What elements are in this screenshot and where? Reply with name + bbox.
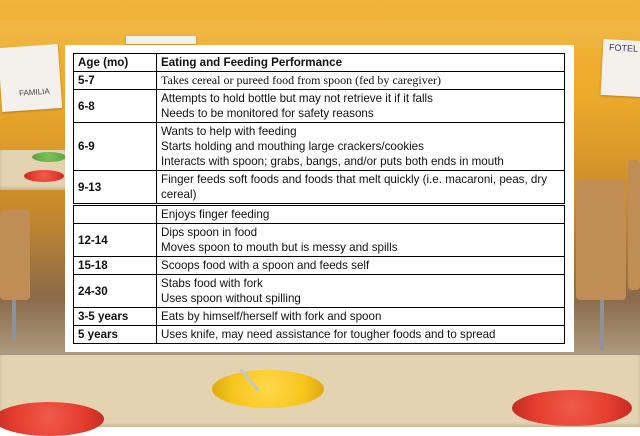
- performance-line: Interacts with spoon; grabs, bangs, and/or puts both ends in mouth: [161, 155, 504, 168]
- red-plate-left: [24, 170, 64, 182]
- performance-cell: [157, 224, 565, 257]
- table-row: [74, 72, 565, 90]
- performance-line: Eats by himself/herself with fork and spoon: [161, 310, 382, 323]
- performance-cell: [157, 90, 565, 123]
- header-performance: Eating and Feeding Performance: [157, 54, 565, 72]
- table-header-row: [74, 54, 565, 72]
- table-row: [74, 326, 565, 344]
- age-cell: 5 years: [74, 326, 157, 344]
- performance-line: Stabs food with fork: [161, 277, 263, 290]
- performance-cell: [157, 308, 565, 326]
- performance-line: Uses knife, may need assistance for tougher foods and to spread: [161, 328, 496, 341]
- age-cell: 6-9: [74, 123, 157, 171]
- chair-right-far: [628, 160, 640, 290]
- wall-drawing-top: [126, 36, 196, 44]
- performance-line: Takes cereal or pureed food from spoon (fed by caregiver): [161, 73, 442, 87]
- performance-line: Moves spoon to mouth but is messy and spills: [161, 241, 398, 254]
- performance-line: Starts holding and mouthing large crackers/cookies: [161, 140, 424, 153]
- yellow-plate: [212, 370, 324, 408]
- age-cell: 6-8: [74, 90, 157, 123]
- table-row: [74, 275, 565, 308]
- performance-cell: [157, 72, 565, 90]
- performance-cell: [157, 257, 565, 275]
- feeding-performance-table: [73, 53, 565, 344]
- red-plate-bottom-right: [512, 390, 632, 426]
- age-cell: 3-5 years: [74, 308, 157, 326]
- age-cell: 24-30: [74, 275, 157, 308]
- green-plate: [32, 152, 66, 162]
- performance-line: Attempts to hold bottle but may not retrieve it if it falls: [161, 92, 433, 105]
- chair-right: [576, 180, 626, 300]
- age-cell: [74, 205, 157, 224]
- age-cell: 12-14: [74, 224, 157, 257]
- wall-sign-right: FOTEL: [608, 42, 639, 54]
- performance-cell: [157, 123, 565, 171]
- table-row: [74, 224, 565, 257]
- performance-line: Scoops food with a spoon and feeds self: [161, 259, 370, 272]
- performance-cell: [157, 171, 565, 205]
- chair-leg-left: [12, 300, 16, 340]
- table-row: [74, 171, 565, 205]
- performance-line: Uses spoon without spilling: [161, 292, 301, 305]
- performance-line: Enjoys finger feeding: [161, 208, 270, 221]
- age-cell: 5-7: [74, 72, 157, 90]
- performance-line: Dips spoon in food: [161, 226, 258, 239]
- chair-left: [0, 210, 30, 300]
- performance-cell: [157, 205, 565, 224]
- table-row: [74, 308, 565, 326]
- age-cell: 9-13: [74, 171, 157, 205]
- red-plate-bottom-left: [0, 402, 104, 436]
- wall-drawing-left: [0, 44, 62, 112]
- age-cell: 15-18: [74, 257, 157, 275]
- performance-cell: [157, 326, 565, 344]
- wall-drawing-right: [601, 39, 640, 97]
- header-age: Age (mo): [74, 54, 157, 72]
- performance-line: Needs to be monitored for safety reasons: [161, 107, 374, 120]
- table-row: [74, 123, 565, 171]
- wall-stripe: [0, 20, 640, 48]
- table-row: [74, 257, 565, 275]
- performance-line: Finger feeds soft foods and foods that melt quickly (i.e. macaroni, peas, dry cereal): [161, 173, 548, 201]
- chair-leg-right: [600, 300, 604, 350]
- performance-cell: [157, 275, 565, 308]
- table-row: [74, 205, 565, 224]
- feeding-table-sheet: [65, 45, 574, 352]
- wall-sign-left: FAMILIA: [18, 86, 50, 98]
- performance-line: Wants to help with feeding: [161, 125, 297, 138]
- table-row: [74, 90, 565, 123]
